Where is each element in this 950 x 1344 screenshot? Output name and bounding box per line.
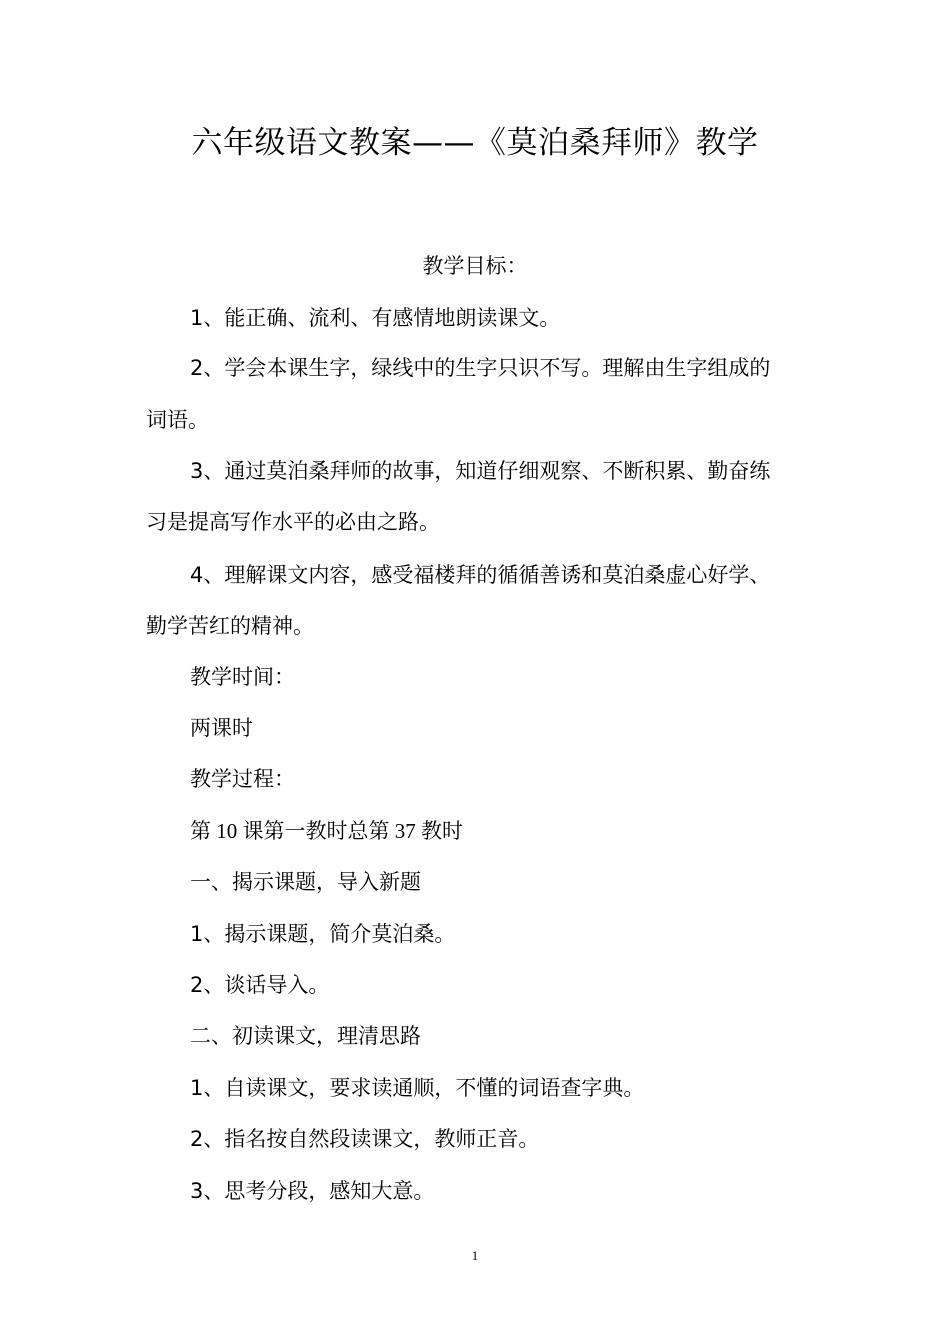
- lesson-info-line: 第 10 课第一教时总第 37 教时: [190, 819, 463, 843]
- paragraph-line: 3、通过莫泊桑拜师的故事，知道仔细观察、不断积累、勤奋练: [190, 459, 771, 483]
- paragraph-line: 1、能正确、流利、有感情地朗读课文。: [190, 306, 561, 330]
- paragraph-line: 习是提高写作水平的必由之路。: [146, 510, 440, 534]
- paragraph-line: 4、理解课文内容，感受福楼拜的循循善诱和莫泊桑虚心好学、: [190, 563, 771, 587]
- paragraph-line: 勤学苦红的精神。: [146, 614, 314, 638]
- document-title: 六年级语文教案——《莫泊桑拜师》教学: [191, 125, 759, 161]
- section-heading-process: 教学过程：: [190, 767, 295, 791]
- paragraph-line: 1、自读课文，要求读通顺，不懂的词语查字典。: [190, 1076, 645, 1100]
- paragraph-line: 二、初读课文，理清思路: [190, 1024, 421, 1048]
- paragraph-line: 3、思考分段，感知大意。: [190, 1179, 435, 1203]
- paragraph-line: 2、谈话导入。: [190, 973, 330, 997]
- paragraph-line: 2、指名按自然段读课文，教师正音。: [190, 1127, 540, 1151]
- page-number: 1: [471, 1248, 479, 1263]
- paragraph-line: 一、揭示课题，导入新题: [190, 870, 421, 894]
- section-heading-objectives: 教学目标：: [422, 254, 528, 278]
- section-heading-time: 教学时间：: [190, 665, 295, 689]
- paragraph-line: 词语。: [146, 408, 209, 432]
- paragraph-line: 2、学会本课生字，绿线中的生字只识不写。理解由生字组成的: [190, 356, 771, 380]
- paragraph-line: 两课时: [190, 716, 253, 740]
- paragraph-line: 1、揭示课题，简介莫泊桑。: [190, 922, 456, 946]
